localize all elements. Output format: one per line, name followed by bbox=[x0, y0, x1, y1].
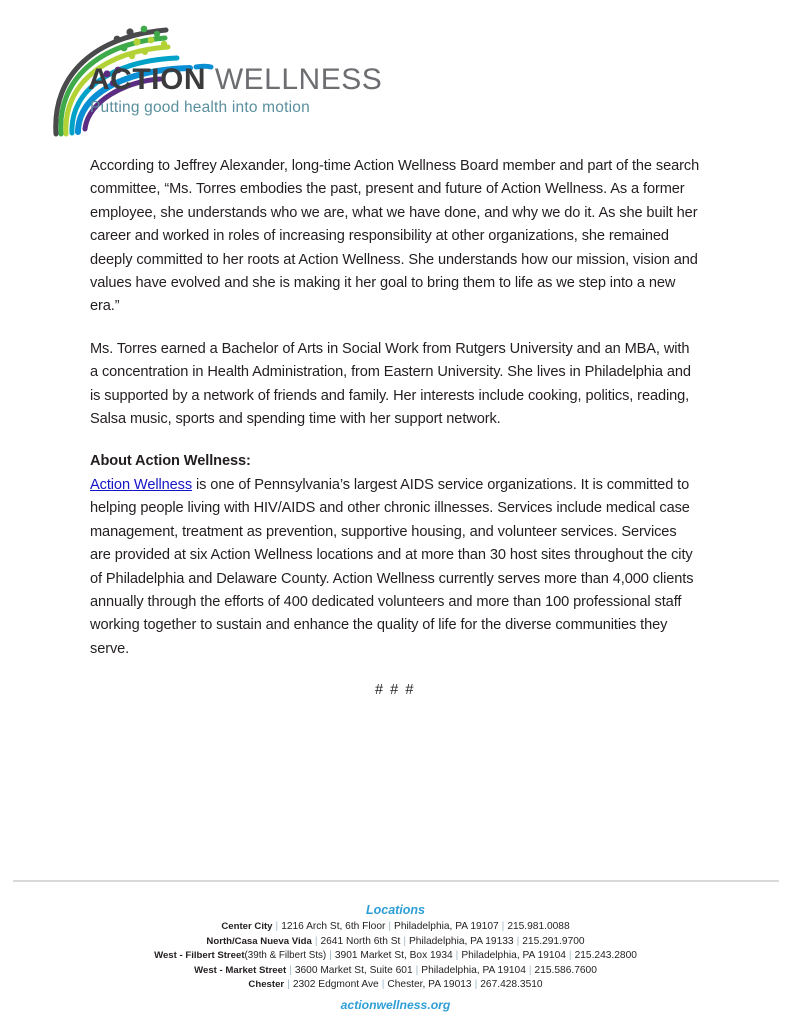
location-city: Philadelphia, PA 19104 bbox=[461, 950, 566, 962]
location-line bbox=[0, 935, 791, 950]
location-name: West - Market Street bbox=[194, 964, 287, 976]
footer-website-link[interactable]: actionwellness.org bbox=[340, 997, 451, 1012]
location-name: Center City bbox=[221, 921, 273, 932]
location-separator: | bbox=[474, 979, 478, 991]
location-separator: | bbox=[329, 950, 332, 962]
location-address: 3901 Market St, Box 1934 bbox=[334, 950, 453, 962]
location-address: 3600 Market St, Suite 601 bbox=[294, 964, 413, 976]
logo-brand-secondary: WELLNESS bbox=[214, 63, 383, 96]
location-name: West - Filbert Street bbox=[154, 950, 245, 962]
location-phone: 215.243.2800 bbox=[574, 950, 637, 962]
paragraph-biography: Ms. Torres earned a Bachelor of Arts in Social Work from Rutgers University and an MBA, with a concentration in Health Administration, from Eastern University. She lives in Philadelphia and is supported by a network of friends and family. Her interests include cooking, politics, reading, Salsa music, sports and spending time with her support network. bbox=[90, 340, 691, 428]
page-footer bbox=[0, 880, 791, 1013]
logo-tagline: Putting good health into motion bbox=[90, 99, 310, 116]
location-address: 2641 North 6th St bbox=[320, 935, 401, 947]
location-phone: 215.291.9700 bbox=[522, 935, 585, 947]
location-line bbox=[0, 949, 791, 964]
location-separator: | bbox=[287, 979, 290, 991]
location-name: Chester bbox=[248, 979, 285, 991]
footer-locations-title: Locations bbox=[365, 903, 426, 917]
about-paragraph bbox=[90, 474, 700, 661]
location-separator: | bbox=[568, 950, 572, 962]
location-separator: | bbox=[314, 935, 318, 947]
location-note: (39th & Filbert Sts) bbox=[244, 950, 327, 962]
location-separator: | bbox=[501, 921, 505, 932]
location-separator: | bbox=[516, 935, 520, 947]
location-phone: 215.586.7600 bbox=[534, 964, 597, 976]
end-of-release-mark: # # # bbox=[375, 682, 415, 699]
location-line bbox=[0, 920, 791, 935]
document-body bbox=[90, 155, 700, 703]
location-name: North/Casa Nueva Vida bbox=[206, 935, 312, 947]
location-separator: | bbox=[528, 964, 532, 976]
action-wellness-link[interactable]: Action Wellness bbox=[90, 476, 193, 493]
location-separator: | bbox=[381, 979, 385, 991]
location-separator: | bbox=[415, 964, 419, 976]
location-separator: | bbox=[275, 921, 279, 932]
location-phone: 215.981.0088 bbox=[507, 921, 570, 932]
location-separator: | bbox=[388, 921, 392, 932]
action-wellness-logo bbox=[44, 22, 383, 140]
location-city: Philadelphia, PA 19133 bbox=[408, 935, 514, 947]
location-address: 2302 Edgmont Ave bbox=[292, 979, 379, 991]
location-city: Philadelphia, PA 19104 bbox=[421, 964, 526, 976]
logo-brand-primary: ACTION bbox=[88, 63, 206, 96]
location-city: Chester, PA 19013 bbox=[387, 979, 472, 991]
about-heading: About Action Wellness: bbox=[90, 453, 251, 470]
about-paragraph-text: is one of Pennsylvania’s largest AIDS service organizations. It is committed to helping people living with HIV/AIDS and other chronic illnesses. Services include medical case management, treatment as prevention, supportive housing, and volunteer services. Services are provided at six Action Wellness locations and at more than 30 host sites throughout the city of Philadelphia and Delaware County. Action Wellness currently serves more than 4,000 clients annually through the efforts of 400 dedicated volunteers and more than 100 professional staff working together to sustain and enhance the quality of life for the diverse communities they serve. bbox=[90, 476, 694, 657]
location-line bbox=[0, 964, 791, 979]
location-separator: | bbox=[455, 950, 459, 962]
location-separator: | bbox=[289, 964, 292, 976]
location-line bbox=[0, 978, 791, 993]
location-separator: | bbox=[403, 935, 406, 947]
location-address: 1216 Arch St, 6th Floor bbox=[281, 921, 386, 932]
location-phone: 267.428.3510 bbox=[480, 979, 543, 991]
paragraph-quote: According to Jeffrey Alexander, long-time Action Wellness Board member and part of the search committee, “Ms. Torres embodies the past, present and future of Action Wellness. As a former employee, she understands who we are, what we have done, and why we do it. As she built her career and worked in roles of increasing responsibility at other organizations, she remained deeply committed to her roots at Action Wellness. She understands how our mission, vision and values have evolved and she is making it her goal to bring them to life as we step into a new era.” bbox=[90, 158, 700, 315]
location-city: Philadelphia, PA 19107 bbox=[394, 921, 499, 932]
